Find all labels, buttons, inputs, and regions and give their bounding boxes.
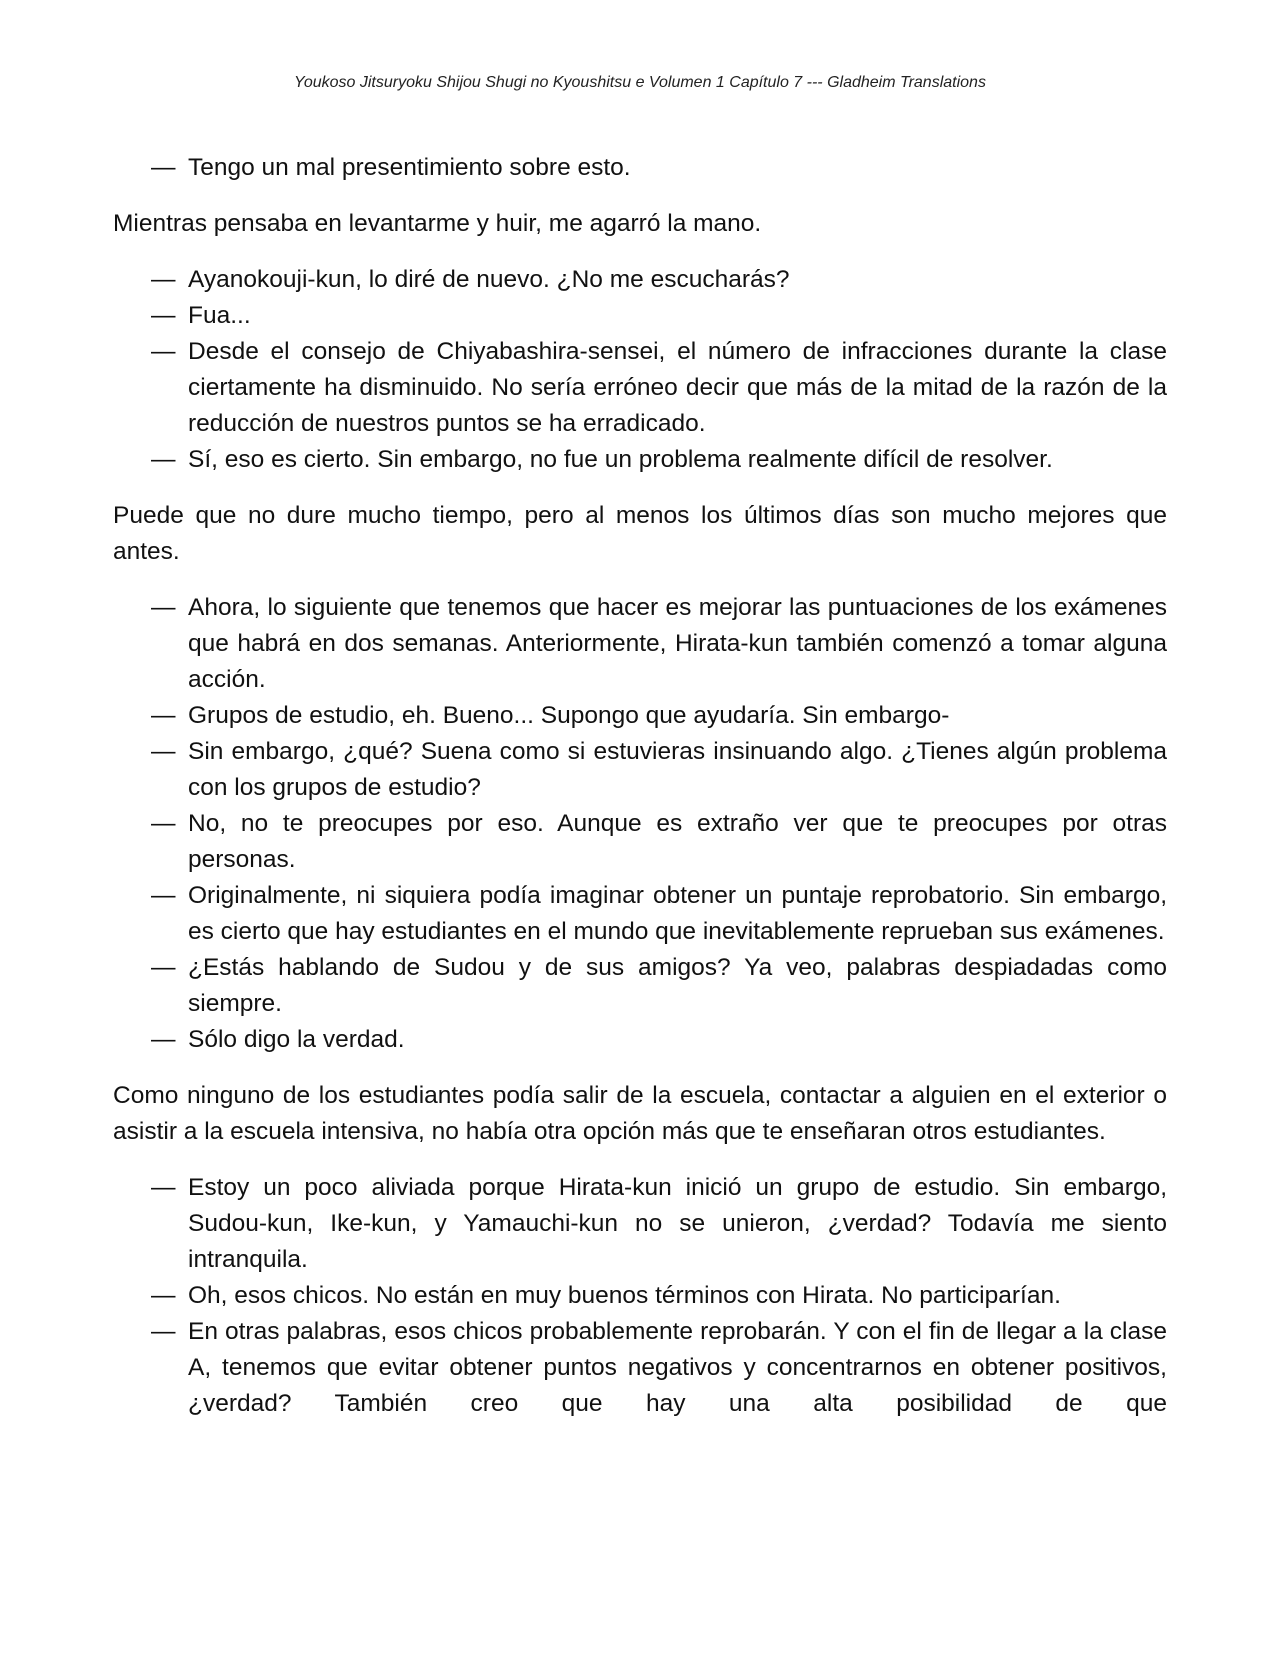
dialogue-text: No, no te preocupes por eso. Aunque es extraño ver que te preocupes por otras personas. (188, 810, 1167, 873)
dialogue-text: Ayanokouji-kun, lo diré de nuevo. ¿No me escucharás? (188, 266, 790, 293)
dialogue-line (113, 442, 1167, 478)
dialogue-dash: — (151, 1318, 176, 1345)
dialogue-dash: — (151, 1026, 176, 1053)
dialogue-line (113, 590, 1167, 698)
dialogue-dash: — (151, 338, 176, 365)
dialogue-dash: — (151, 954, 176, 981)
dialogue-text: En otras palabras, esos chicos probablemente reprobarán. Y con el fin de llegar a la clase A, tenemos que evitar obtener puntos negativos y concentrarnos en obtener positivos, ¿verdad? También creo que hay una alta posibilidad de que (188, 1318, 1167, 1417)
dialogue-line (113, 150, 1167, 186)
dialogue-text: Sólo digo la verdad. (188, 1026, 405, 1053)
paragraph-text: Como ninguno de los estudiantes podía salir de la escuela, contactar a alguien en el exterior o asistir a la escuela intensiva, no había otra opción más que te enseñaran otros estudiantes. (113, 1082, 1167, 1145)
narration-paragraph (113, 498, 1167, 570)
dialogue-dash: — (151, 810, 176, 837)
dialogue-block (113, 1170, 1167, 1422)
narration-paragraph (113, 1078, 1167, 1150)
dialogue-block (113, 262, 1167, 478)
paragraph-text: Mientras pensaba en levantarme y huir, me agarró la mano. (113, 210, 762, 237)
dialogue-text: Sí, eso es cierto. Sin embargo, no fue un problema realmente difícil de resolver. (188, 446, 1053, 473)
dialogue-line (113, 262, 1167, 298)
dialogue-text: ¿Estás hablando de Sudou y de sus amigos? Ya veo, palabras despiadadas como siempre. (188, 954, 1167, 1017)
dialogue-text: Oh, esos chicos. No están en muy buenos términos con Hirata. No participarían. (188, 1282, 1061, 1309)
dialogue-dash: — (151, 882, 176, 909)
dialogue-text: Ahora, lo siguiente que tenemos que hacer es mejorar las puntuaciones de los exámenes que habrá en dos semanas. Anteriormente, Hirata-kun también comenzó a tomar alguna acción. (188, 594, 1167, 693)
dialogue-text: Fua... (188, 302, 251, 329)
dialogue-text: Estoy un poco aliviada porque Hirata-kun inició un grupo de estudio. Sin embargo, Sudou-kun, Ike-kun, y Yamauchi-kun no se unieron, ¿verdad? Todavía me siento intranquila. (188, 1174, 1167, 1273)
dialogue-text: Originalmente, ni siquiera podía imaginar obtener un puntaje reprobatorio. Sin embargo, es cierto que hay estudiantes en el mundo que inevitablemente reprueban sus exámenes. (188, 882, 1167, 945)
dialogue-list (113, 262, 1167, 478)
dialogue-block (113, 150, 1167, 186)
dialogue-line (113, 1170, 1167, 1278)
dialogue-dash: — (151, 738, 176, 765)
dialogue-line (113, 334, 1167, 442)
dialogue-line (113, 698, 1167, 734)
dialogue-dash: — (151, 266, 176, 293)
dialogue-dash: — (151, 446, 176, 473)
paragraph-text: Puede que no dure mucho tiempo, pero al menos los últimos días son mucho mejores que antes. (113, 502, 1167, 565)
narration-paragraph (113, 206, 1167, 242)
dialogue-line (113, 806, 1167, 878)
dialogue-dash: — (151, 1282, 176, 1309)
page-header: Youkoso Jitsuryoku Shijou Shugi no Kyoushitsu e Volumen 1 Capítulo 7 --- Gladheim Translations (294, 74, 986, 91)
dialogue-text: Tengo un mal presentimiento sobre esto. (188, 154, 631, 181)
dialogue-block (113, 590, 1167, 1058)
dialogue-dash: — (151, 302, 176, 329)
dialogue-line (113, 1314, 1167, 1422)
dialogue-line (113, 298, 1167, 334)
dialogue-text: Sin embargo, ¿qué? Suena como si estuvieras insinuando algo. ¿Tienes algún problema con los grupos de estudio? (188, 738, 1167, 801)
dialogue-line (113, 878, 1167, 950)
dialogue-line (113, 1278, 1167, 1314)
dialogue-text: Desde el consejo de Chiyabashira-sensei, el número de infracciones durante la clase ciertamente ha disminuido. No sería erróneo decir que más de la mitad de la razón de la reducción de nuestros puntos se ha erradicado. (188, 338, 1167, 437)
dialogue-line (113, 1022, 1167, 1058)
dialogue-line (113, 734, 1167, 806)
dialogue-text: Grupos de estudio, eh. Bueno... Supongo que ayudaría. Sin embargo- (188, 702, 950, 729)
dialogue-line (113, 950, 1167, 1022)
dialogue-list (113, 590, 1167, 1058)
dialogue-list (113, 150, 1167, 186)
dialogue-list (113, 1170, 1167, 1422)
document-body (113, 150, 1167, 1442)
dialogue-dash: — (151, 702, 176, 729)
dialogue-dash: — (151, 1174, 176, 1201)
dialogue-dash: — (151, 154, 176, 181)
dialogue-dash: — (151, 594, 176, 621)
